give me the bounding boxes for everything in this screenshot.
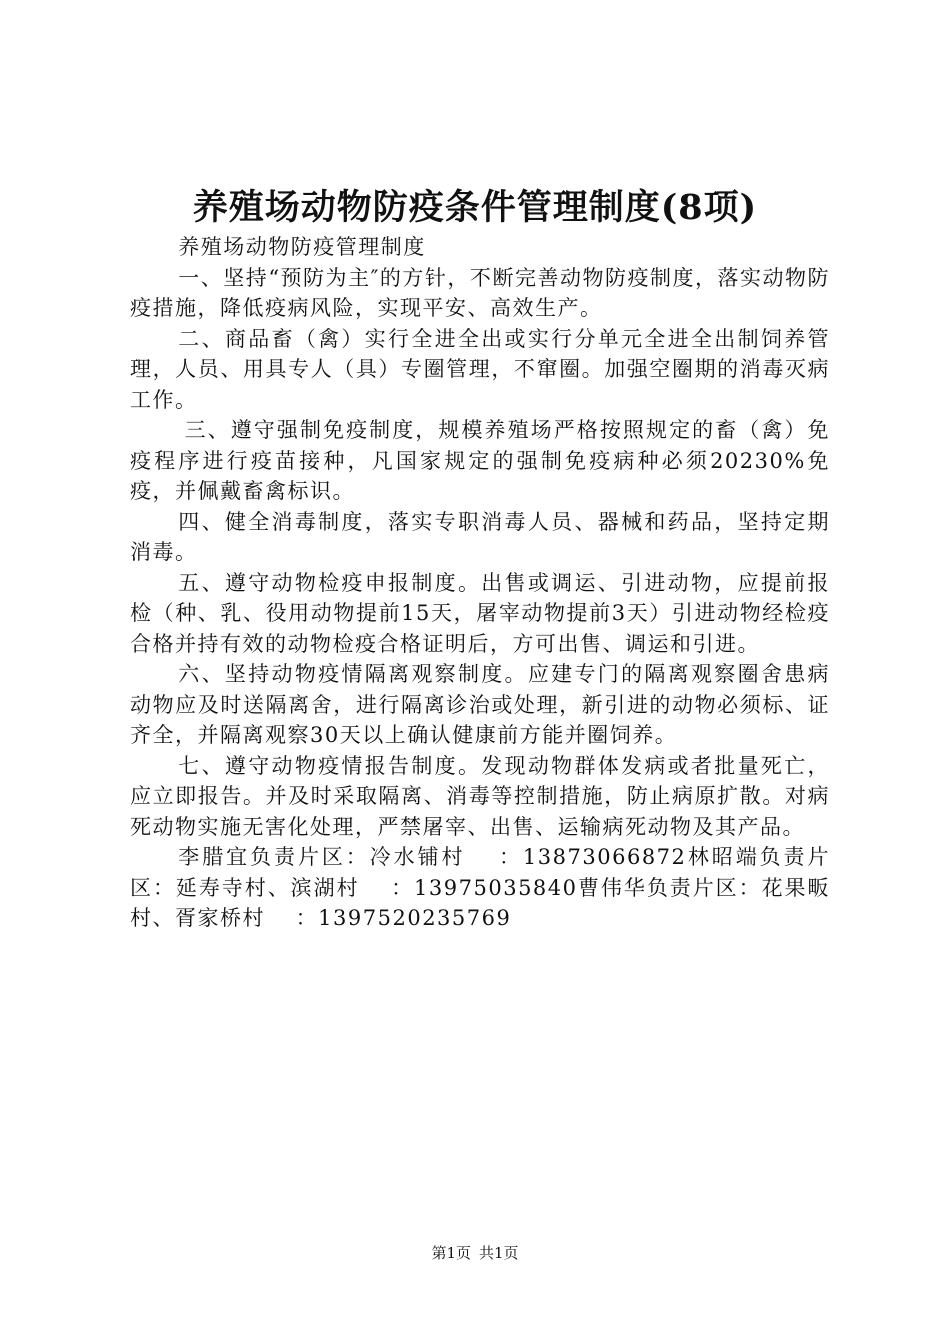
paragraph-4: 四、健全消毒制度，落实专职消毒人员、器械和药品，坚持定期消毒。 bbox=[130, 509, 830, 564]
paragraph-5: 五、遵守动物检疫申报制度。出售或调运、引进动物，应提前报检（种、乳、役用动物提前15天，屠宰动物提前3天）引进动物经检疫合格并持有效的动物检疫合格证明后，方可出售、调运和引进。 bbox=[130, 570, 830, 656]
page-total: 共1页 bbox=[479, 1244, 519, 1262]
document-title: 养殖场动物防疫条件管理制度(8项) bbox=[192, 187, 758, 228]
document-body bbox=[130, 232, 830, 934]
page-footer bbox=[0, 1241, 950, 1265]
page-number: 第1页 bbox=[431, 1244, 471, 1262]
paragraph-2: 二、商品畜（禽）实行全进全出或实行分单元全进全出制饲养管理，人员、用具专人（具）专圈管理，不窜圈。加强空圈期的消毒灭病工作。 bbox=[130, 326, 830, 412]
paragraph-6: 六、坚持动物疫情隔离观察制度。应建专门的隔离观察圈舍患病动物应及时送隔离舍，进行隔离诊治或处理，新引进的动物必须标、证齐全，并隔离观察30天以上确认健康前方能并圈饲养。 bbox=[130, 662, 830, 747]
paragraph-7: 七、遵守动物疫情报告制度。发现动物群体发病或者批量死亡，应立即报告。并及时采取隔离、消毒等控制措施，防止病原扩散。对病死动物实施无害化处理，严禁屠宰、出售、运输病死动物及其产品。 bbox=[130, 753, 830, 839]
paragraph-1: 一、坚持“预防为主″的方针，不断完善动物防疫制度，落实动物防疫措施，降低疫病风险，实现平安、高效生产。 bbox=[130, 265, 830, 320]
section-heading: 养殖场动物防疫管理制度 bbox=[178, 235, 426, 259]
contact-list: 李腊宜负责片区：冷水铺村 ：13873066872林昭端负责片区：延寿寺村、滨湖村 ：13975035840曹伟华负责片区：花果畈村、胥家桥村 ：13975202357​69 bbox=[130, 845, 830, 930]
paragraph-3: 三、遵守强制免疫制度，规模养殖场严格按照规定的畜（禽）免疫程序进行疫苗接种，凡国家规定的强制免疫病种必须20230%免疫，并佩戴畜禽标识。 bbox=[130, 418, 830, 503]
